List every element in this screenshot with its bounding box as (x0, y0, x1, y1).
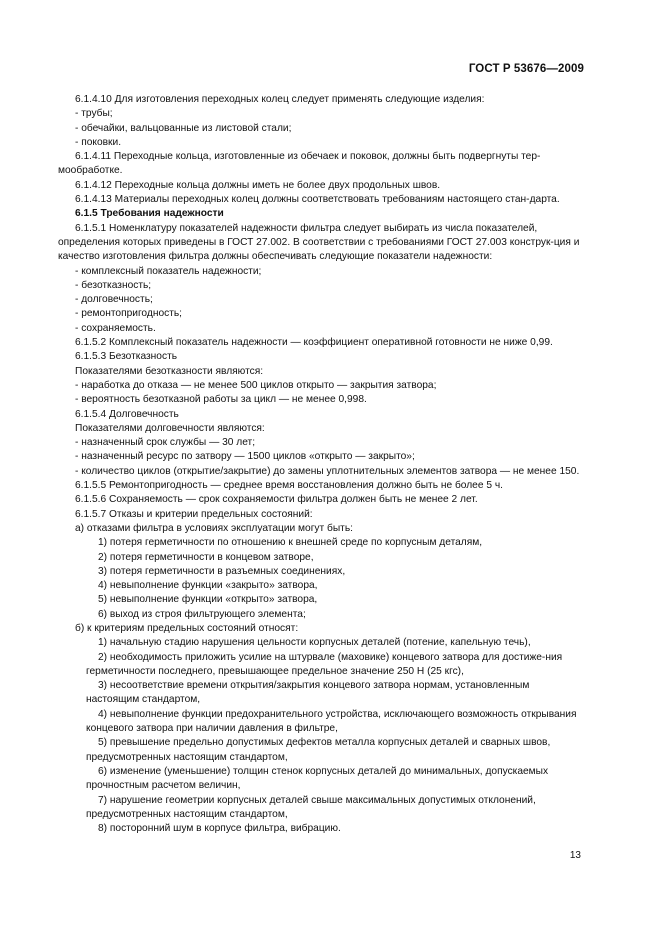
numbered-item: 6) выход из строя фильтрующего элемента; (98, 608, 306, 620)
list-item: - вероятность безотказной работы за цикл — не менее 0,998. (75, 394, 367, 406)
clause-6-1-4-12: 6.1.4.12 Переходные кольца должны иметь не более двух продольных швов. (75, 179, 441, 191)
clause-6-1-4-13: 6.1.4.13 Материалы переходных колец должны соответствовать требованиям настоящего стан-дарта. (75, 194, 560, 206)
list-item: - обечайки, вальцованные из листовой стали; (75, 122, 292, 134)
clause-6-1-5-2: 6.1.5.2 Комплексный показатель надежности — коэффициент оперативной готовности не ниже 0,99. (75, 337, 553, 349)
numbered-item: 1) начальную стадию нарушения цельности корпусных деталей (потение, капельную течь), (98, 637, 531, 649)
numbered-item: 3) несоответствие времени открытия/закрытия концевого затвора нормам, установленным настоящим стандартом, (86, 680, 530, 706)
list-item: - долговечность; (75, 294, 153, 306)
clause-6-1-5-7: 6.1.5.7 Отказы и критерии предельных состояний: (75, 508, 313, 520)
list-item: - ремонтопригодность; (75, 308, 183, 320)
list-item: - количество циклов (открытие/закрытие) до замены уплотнительных элементов затвора — не менее 150. (75, 465, 580, 477)
numbered-item: 8) посторонний шум в корпусе фильтра, вибрацию. (98, 823, 341, 835)
numbered-item: 7) нарушение геометрии корпусных деталей свыше максимальных допустимых отклонений, предусмотренных настоящим стандартом, (86, 794, 536, 820)
numbered-item: 4) невыполнение функции предохранительного устройства, исключающего возможность открывания концевого затвора при наличии давления в фильтре, (86, 708, 577, 735)
clause-6-1-4-11: 6.1.4.11 Переходные кольца, изготовленные из обечаек и поковок, должны быть подвергнуты тер-мообработке. (58, 151, 541, 177)
list-item: - безотказность; (75, 279, 152, 291)
document-header: ГОСТ Р 53676—2009 (468, 63, 584, 75)
clause-6-1-5-1: 6.1.5.1 Номенклатуру показателей надежности фильтра следует выбирать из числа показателей, определения которых приведены в ГОСТ 27.002. В соответствии с требованиями ГОСТ 27.003 конструк-ция и качество изготовления фильтра должны обеспечивать следующие показатели надежности: (58, 222, 580, 263)
numbered-item: 1) потеря герметичности по отношению к внешней среде по корпусным деталям, (98, 537, 483, 549)
clause-6-1-5-3: 6.1.5.3 Безотказность (75, 351, 178, 363)
numbered-item: 5) невыполнение функции «открыто» затвора, (98, 594, 318, 606)
numbered-item: 6) изменение (уменьшение) толщин стенок корпусных деталей до минимальных, допускаемых прочностным расчетом величин, (86, 765, 549, 792)
list-item: - комплексный показатель надежности; (75, 265, 262, 277)
numbered-item: 4) невыполнение функции «закрыто» затвора, (98, 580, 318, 592)
list-item: - назначенный срок службы — 30 лет; (75, 437, 256, 449)
list-item: - сохраняемость. (75, 322, 156, 334)
paragraph: Показателями долговечности являются: (75, 422, 265, 434)
section-heading-6-1-5: 6.1.5 Требования надежности (75, 208, 224, 220)
sublist-heading-b: б) к критериям предельных состояний относят: (75, 622, 299, 634)
clause-6-1-5-4: 6.1.5.4 Долговечность (75, 408, 179, 420)
clause-6-1-5-6: 6.1.5.6 Сохраняемость — срок сохраняемости фильтра должен быть не менее 2 лет. (75, 494, 478, 506)
sublist-heading-a: а) отказами фильтра в условиях эксплуатации могут быть: (75, 522, 353, 534)
clause-6-1-4-10: 6.1.4.10 Для изготовления переходных колец следует применять следующие изделия: (75, 94, 485, 105)
numbered-item: 3) потеря герметичности в разъемных соединениях, (98, 565, 346, 577)
numbered-item: 2) потеря герметичности в концевом затворе, (98, 551, 314, 563)
numbered-item: 2) необходимость приложить усилие на штурвале (маховике) концевого затвора для достиже-ния герметичности последнего, превышающее предельное значение 250 Н (25 кгс), (86, 651, 563, 677)
clause-6-1-5-5: 6.1.5.5 Ремонтопригодность — среднее время восстановления должно быть не более 5 ч. (75, 480, 503, 492)
page-number: 13 (569, 850, 581, 861)
numbered-item: 5) превышение предельно допустимых дефектов металла корпусных деталей и сварных швов, предусмотренных настоящим стандартом, (86, 737, 551, 763)
paragraph: Показателями безотказности являются: (75, 365, 264, 377)
list-item: - поковки. (75, 136, 122, 148)
document-body (58, 93, 584, 836)
list-item: - трубы; (75, 108, 113, 120)
list-item: - назначенный ресурс по затвору — 1500 циклов «открыто — закрыто»; (75, 451, 415, 463)
list-item: - наработка до отказа — не менее 500 циклов открыто — закрытия затвора; (75, 379, 437, 391)
